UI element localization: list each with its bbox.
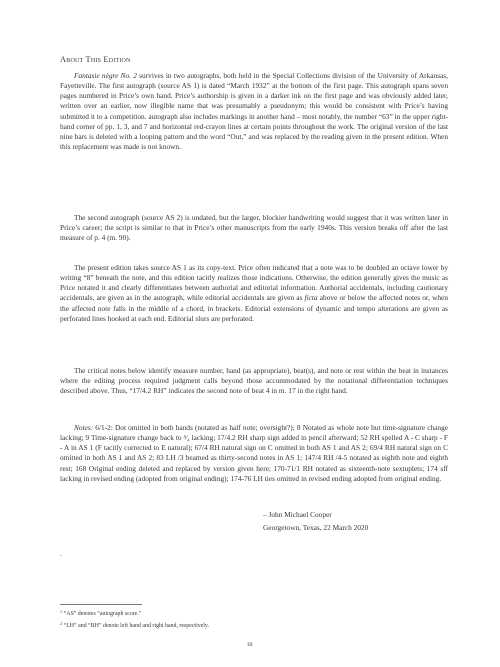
footnote-text: “AS” denotes “autograph score.” [63,611,142,617]
paragraph-critical-notes-intro [60,366,448,396]
signature-place-date: Georgetown, Texas, 22 March 2020 [263,522,369,532]
paragraph-editorial-method [60,263,448,324]
footnote-divider [60,604,142,605]
signature-name: – John Michael Cooper [263,510,332,519]
section-heading: About This Edition [60,55,131,64]
stray-mark: . [60,549,62,558]
notes-label: Notes: [74,423,94,432]
paragraph-text: The present edition takes source AS 1 as its copy-text. Price often indicated that a note was to be doubled an octave lower by writing “8” beneath the note, and this edition tacitly realizes those indications. Otherwise, the edition generally gives the music as Price notated it and clearly differentiates between authorial and editorial information. Authorial accidentals, including cautionary accidentals, are given as in the autograph, while editorial accidentals are given as [60,263,448,303]
footnote-2 [60,619,209,631]
footnote-1 [60,607,209,619]
footnote-mark: 1 [60,609,63,614]
ficta-term: ficta [304,293,318,303]
paragraph-text: 6/1-2: Dot omitted in both hands (notated as half note; oversight?); 8 Notated as whole note but time-signature change lacking; 9 Time-signature change back to ⁴⁄₄ lacking; 17/4.2 RH sharp sign added in pencil afterward; 52 RH spelled A - C sharp - F - A in AS 1 (F tacitly corrected to E natural); 67/4 RH natural sign on C omitted in both AS 1 and AS 2; 69/4 RH natural sign on C omitted in both AS 1 and AS 2; 83 LH /3 beamed as thirty-second notes in AS 1; 147/4 RH /4-5 notated as eighth note and eighth rest; 168 Original ending deleted and replaced by version given here; 170-71/1 RH notated as sixteenth-note sextuplets; 174 sff lacking in revised ending (adopted from original ending); 174-76 LH ties omitted in revised ending adopted from original ending. [60,423,448,483]
page-number: iii [247,641,253,648]
footnote-text: “LH” and “RH” denote left hand and right hand, respectively. [63,623,209,630]
signature-block [263,509,368,534]
paragraph-source-as2 [60,213,448,243]
paragraph-text: survives in two autographs, both held in the Special Collections division of the University of Arkansas, Fayetteville. The first autograph (source AS 1) is dated “March 1932” at the bottom of the first page. This autograph spans seven pages numbered in Price’s own hand. Price’s authorship is given in a darker ink on the first page and was obviously added later, written over an earlier, now illegible name that was presumably a pseudonym; this would be consistent with Price’s having submitted it to a competition. autograph also includes markings in another hand – most notably, the number “63” in the upper right-hand corner of pp. 1, 3, and 7 and horizontal red-crayon lines at certain points throughout the work. The original version of the last nine bars is deleted with a looping pattern and the word “Out,” and was replaced by the reading given in the present edition. When this replacement was made is not known. [60,71,449,152]
paragraph-sources-as1 [60,71,448,152]
footnote-mark: 2 [60,621,63,627]
paragraph-text: The critical notes below identify measure number, hand (as appropriate), beat(s), and note or rest within the beat in instances where the editing process required judgment calls beyond those accommodated by the notational differentiation techniques described above. Thus, “17/4.2 RH” indicates the second note of beat 4 in m. 17 in the right hand. [60,366,448,396]
work-title: Fantasie nègre No. 2 [74,71,137,80]
paragraph-text: above or below the affected notes or, when the affected note falls in the middle of a chord, in brackets. Editorial extensions of dynamic and tempo alterations are given as perforated lines hooked at each end. Editorial slurs are perforated. [60,293,448,323]
footnotes [60,607,209,631]
paragraph-critical-notes [60,423,448,484]
paragraph-text: The second autograph (source AS 2) is undated, but the larger, blockier handwriting would suggest that it was written later in Price’s career; the script is similar to that in Price’s other manuscripts from the early 1940s. This version breaks off after the last measure of p. 4 (m. 90). [60,213,448,243]
